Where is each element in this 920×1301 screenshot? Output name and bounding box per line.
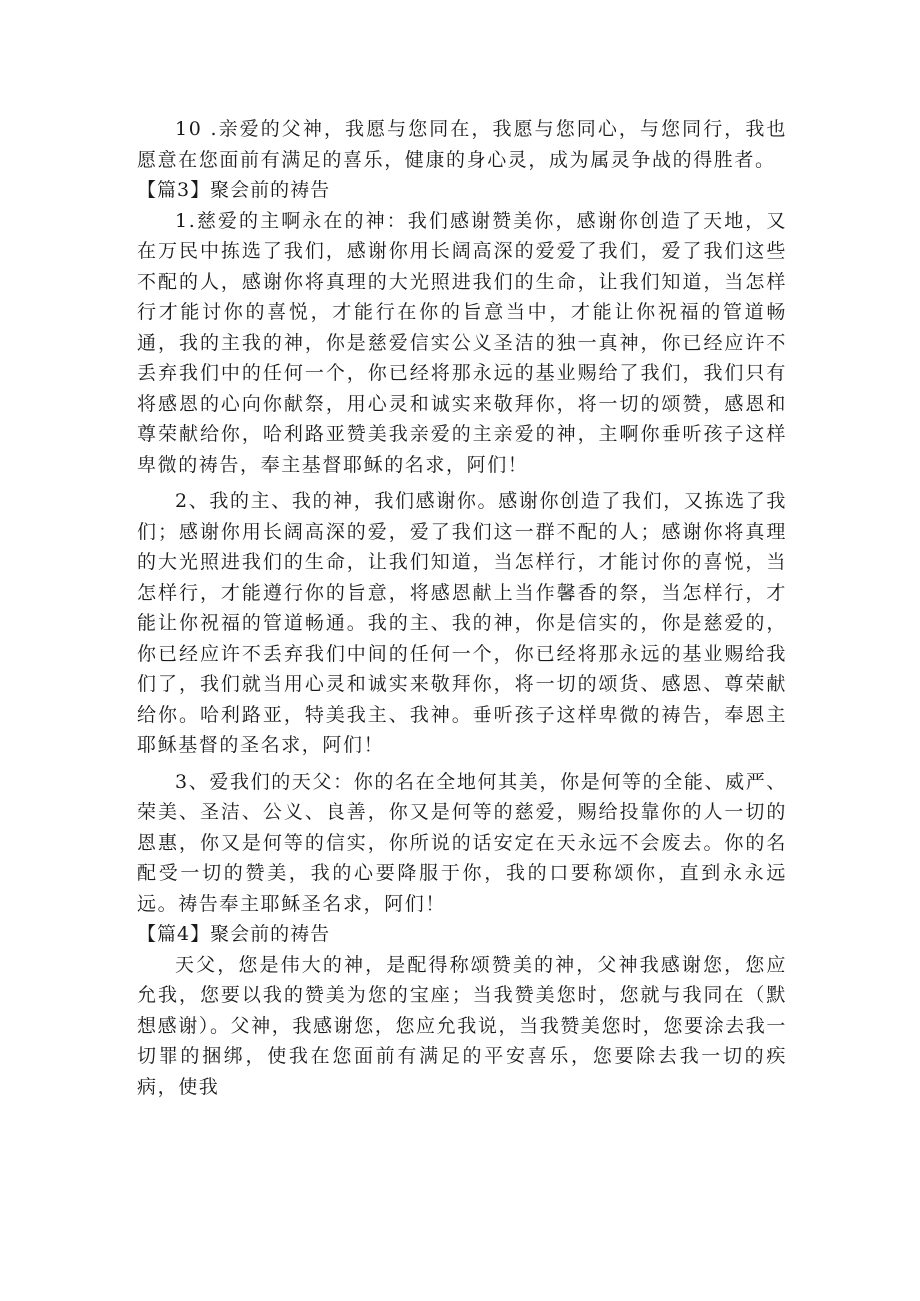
paragraph-10: 10 .亲爱的父神，我愿与您同在，我愿与您同心，与您同行，我也愿意在您面前有满足的喜乐，健康的身心灵，成为属灵争战的得胜者。 bbox=[137, 118, 787, 171]
paragraph-prayer-2: 2、我的主、我的神，我们感谢你。感谢你创造了我们，又拣选了我们；感谢你用长阔高深的爱，爱了我们这一群不配的人；感谢你将真理的大光照进我们的生命，让我们知道，当怎样行，才能讨你的喜悦，当怎样行，才能遵行你的旨意，将感恩献上当作馨香的祭，当怎样行，才能让你祝福的管道畅通。我的主、我的神，你是信实的，你是慈爱的，你已经应许不丢弃我们中间的任何一个，你已经将那永远的基业赐给我们了，我们就当用心灵和诚实来敬拜你，将一切的颂货、感恩、尊荣献给你。哈利路亚，特美我主、我神。垂听孩子这样卑微的祷告，奉恩主耶稣基督的圣名求，阿们！ bbox=[137, 490, 787, 756]
paragraph-prayer-3: 3、爱我们的天父：你的名在全地何其美，你是何等的全能、威严、荣美、圣洁、公义、良善，你又是何等的慈爱，赐给投靠你的人一切的恩惠，你又是何等的信实，你所说的话安定在天永远不会废去。你的名配受一切的赞美，我的心要降服于你，我的口要称颂你，直到永永远远。祷告奉主耶稣圣名求，阿们！ bbox=[137, 770, 787, 915]
paragraph-prayer-4: 天父，您是伟大的神，是配得称颂赞美的神，父神我感谢您，您应允我，您要以我的赞美为您的宝座；当我赞美您时，您就与我同在（默想感谢）。父神，我感谢您，您应允我说，当我赞美您时，您要涂去我一切罪的捆绑，使我在您面前有满足的平安喜乐，您要除去我一切的疾病，使我 bbox=[137, 953, 787, 1098]
section-heading-4: 【篇4】聚会前的祷告 bbox=[137, 923, 331, 945]
section-heading-3: 【篇3】聚会前的祷告 bbox=[137, 179, 331, 201]
paragraph-prayer-1: 1.慈爱的主啊永在的神：我们感谢赞美你，感谢你创造了天地，又在万民中拣选了我们，感谢你用长阔高深的爱爱了我们，爱了我们这些不配的人，感谢你将真理的大光照进我们的生命，让我们知道，当怎样行才能讨你的喜悦，才能行在你的旨意当中，才能让你祝福的管道畅通，我的主我的神，你是慈爱信实公义圣洁的独一真神，你已经应许不丢弃我们中的任何一个，你已经将那永远的基业赐给了我们，我们只有将感恩的心向你献祭，用心灵和诚实来敬拜你，将一切的颂赞，感恩和尊荣献给你，哈利路亚赞美我亲爱的主亲爱的神，主啊你垂听孩子这样卑微的祷告，奉主基督耶稣的名求，阿们！ bbox=[137, 209, 787, 476]
document-body bbox=[137, 114, 787, 1102]
